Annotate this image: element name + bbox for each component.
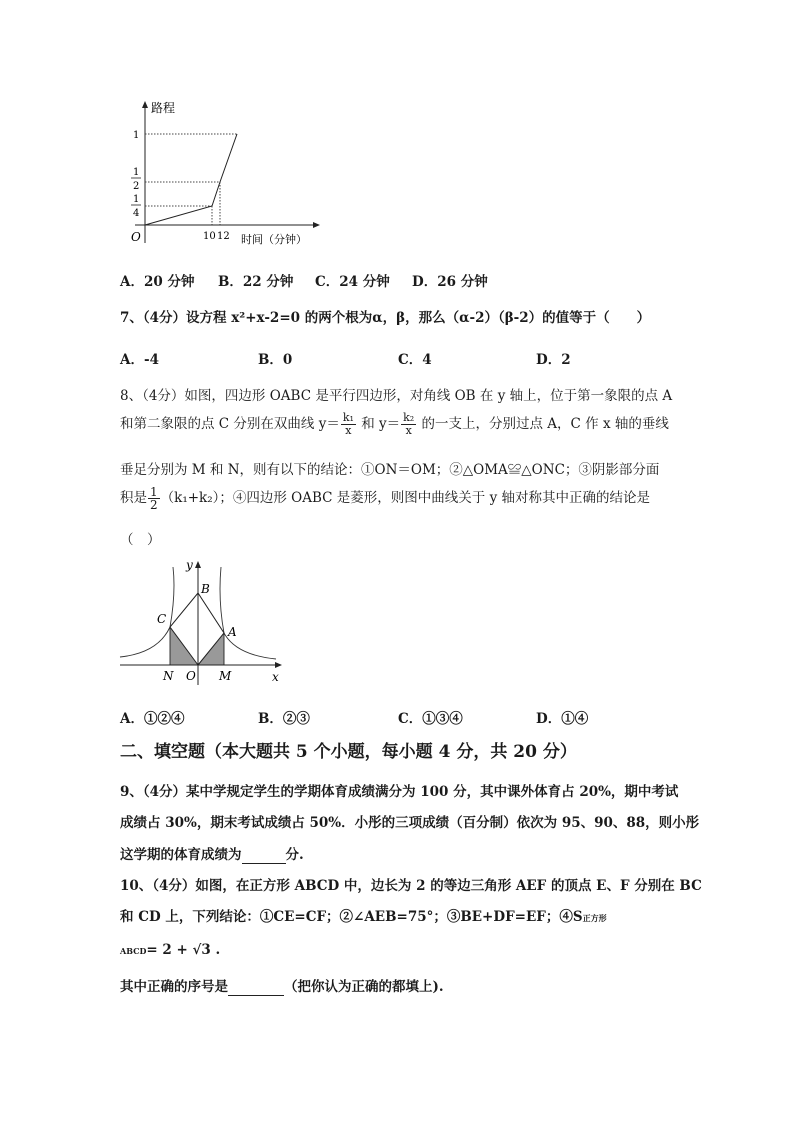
distance-line bbox=[145, 134, 237, 225]
parallelogram-hyperbola-figure bbox=[118, 555, 288, 690]
q10-answer-blank bbox=[228, 979, 284, 996]
q8-line3: 垂足分别为 M 和 N，则有以下的结论：①ON＝OM；②△OMA≌△ONC；③阴影部分面 bbox=[120, 462, 660, 478]
q8-line2: 和第二象限的点 C 分别在双曲线 y＝ $\frac{\text{k₁}}{x}$ 和 y＝ $\frac{\text{k₂}}{x}$ 的一支上，分别过点 A，C 作 x 轴的垂线 bbox=[120, 411, 669, 437]
svg-text:M: M bbox=[219, 669, 232, 683]
q8-line5: （ ） bbox=[120, 532, 161, 548]
q8-option-a: A．①②④ bbox=[120, 711, 185, 727]
svg-text:12: 12 bbox=[217, 231, 230, 242]
svg-text:1: 1 bbox=[133, 167, 140, 178]
q10-line3: ABCD= 2 + √3 . bbox=[120, 942, 221, 958]
svg-text:C: C bbox=[157, 612, 167, 626]
q6-option-c: C．24 分钟 bbox=[315, 274, 390, 290]
svg-text:B: B bbox=[201, 582, 210, 596]
q10-line1: 10、（4分）如图，在正方形 ABCD 中，边长为 2 的等边三角形 AEF 的顶点 E、F 分别在 BC bbox=[120, 878, 702, 894]
svg-text:4: 4 bbox=[133, 208, 140, 219]
graph1-y-label: 路程 bbox=[151, 101, 176, 115]
section-title: 二、填空题（本大题共 5 个小题，每小题 4 分，共 20 分） bbox=[120, 742, 577, 762]
q7-option-d: D．2 bbox=[536, 352, 571, 368]
q9-answer-blank bbox=[242, 847, 286, 864]
distance-time-graph bbox=[115, 95, 325, 255]
q7-text: 7、（4分）设方程 x²+x-2=0 的两个根为α，β，那么（α-2）（β-2）的值等于（ ） bbox=[120, 310, 651, 326]
graph1-x-label: 时间（分钟） bbox=[241, 233, 307, 246]
q6-option-b: B．22 分钟 bbox=[218, 274, 294, 290]
svg-text:N: N bbox=[163, 669, 174, 683]
q9-line3: 这学期的体育成绩为 分. bbox=[120, 847, 304, 863]
y-axis-arrow bbox=[142, 101, 148, 108]
svg-text:A: A bbox=[228, 625, 237, 639]
svg-text:y: y bbox=[186, 558, 193, 572]
q8-option-d: D．①④ bbox=[536, 711, 589, 727]
q10-line4: 其中正确的序号是 （把你认为正确的都填上). bbox=[120, 979, 444, 995]
q8-option-c: C．①③④ bbox=[398, 711, 463, 727]
q8-line1: 8、（4分）如图，四边形 OABC 是平行四边形，对角线 OB 在 y 轴上，位于第一象限的点 A bbox=[120, 388, 673, 404]
q7-option-c: C．4 bbox=[398, 352, 432, 368]
svg-text:10: 10 bbox=[203, 231, 216, 242]
graph1-y-tick-1: 1 bbox=[133, 130, 140, 141]
q10-line2: 和 CD 上，下列结论：①CE=CF；②∠AEB=75°；③BE+DF=EF；④S正方形 bbox=[120, 909, 607, 925]
q6-option-d: D．26 分钟 bbox=[412, 274, 488, 290]
q7-option-b: B．0 bbox=[258, 352, 293, 368]
svg-text:2: 2 bbox=[133, 181, 140, 192]
q7-option-a: A．-4 bbox=[120, 352, 159, 368]
svg-text:x: x bbox=[272, 670, 279, 684]
svg-text:O: O bbox=[186, 669, 196, 683]
hyperbola-right bbox=[220, 567, 276, 659]
q8-option-b: B．②③ bbox=[258, 711, 310, 727]
graph1-origin: O bbox=[131, 230, 141, 244]
q8-line4: 积是 $\frac{1}{2}$ （k₁+k₂）；④四边形 OABC 是菱形，则图中曲线关于 y 轴对称其中正确的结论是 bbox=[120, 485, 650, 512]
q9-line1: 9、（4分）某中学规定学生的学期体育成绩满分为 100 分，其中课外体育占 20%，期中考试 bbox=[120, 784, 679, 800]
q6-option-a: A．20 分钟 bbox=[120, 274, 195, 290]
svg-text:1: 1 bbox=[133, 194, 140, 205]
x-axis-arrow bbox=[313, 222, 320, 228]
q9-line2: 成绩占 30%，期末考试成绩占 50%．小彤的三项成绩（百分制）依次为 95、90、88，则小彤 bbox=[120, 815, 700, 831]
